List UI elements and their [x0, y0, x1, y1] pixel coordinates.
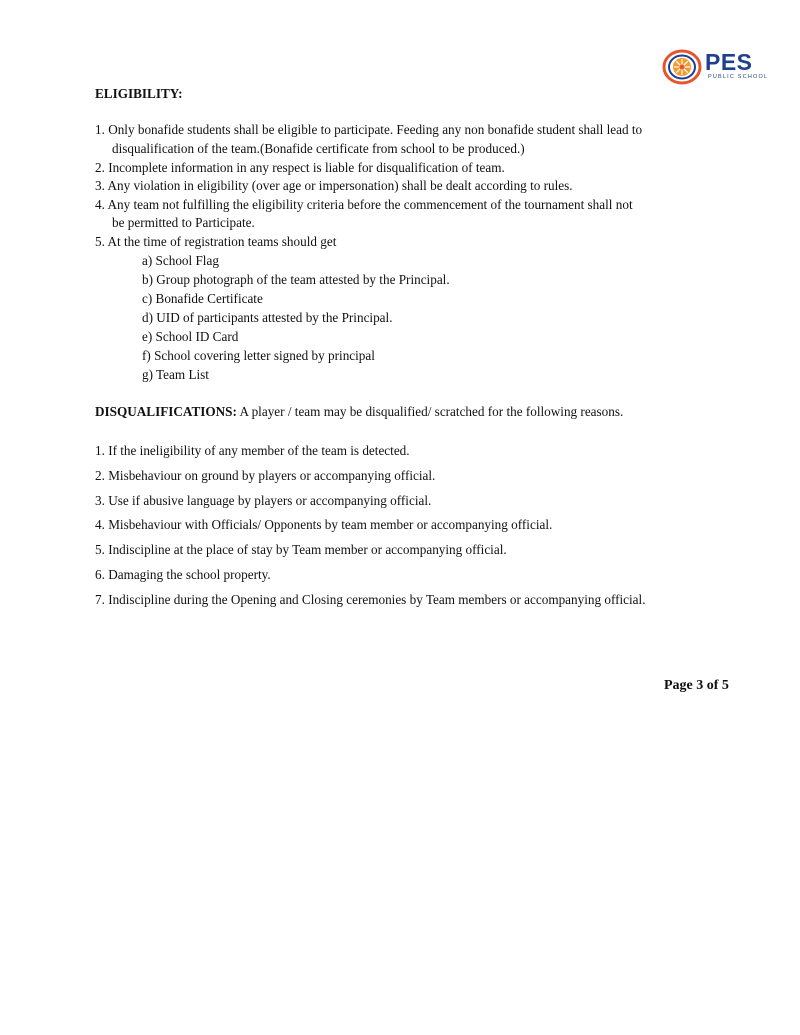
eligibility-sub-item: g) Team List [142, 367, 209, 382]
disqualifications-heading: DISQUALIFICATIONS: [95, 404, 237, 419]
eligibility-line: be permitted to Participate. [112, 215, 255, 230]
disqualification-item: 3. Use if abusive language by players or accompanying official. [95, 493, 432, 508]
eligibility-line: 4. Any team not fulfilling the eligibility criteria before the commencement of the tournament shall not [95, 197, 633, 212]
eligibility-line: 1. Only bonafide students shall be eligible to participate. Feeding any non bonafide student shall lead to [95, 122, 643, 137]
eligibility-sub-item: d) UID of participants attested by the Principal. [142, 310, 393, 325]
disqualification-item: 5. Indiscipline at the place of stay by Team member or accompanying official. [95, 542, 507, 557]
eligibility-sub-item: e) School ID Card [142, 329, 239, 344]
disqualification-item: 1. If the ineligibility of any member of the team is detected. [95, 443, 410, 458]
disqualification-item: 7. Indiscipline during the Opening and Closing ceremonies by Team members or accompanying official. [95, 592, 646, 607]
eligibility-sub-item: f) School covering letter signed by principal [142, 348, 375, 363]
eligibility-line: 5. At the time of registration teams should get [95, 234, 337, 249]
logo-brand-text: PES [705, 49, 753, 75]
disqualification-item: 4. Misbehaviour with Officials/ Opponents by team member or accompanying official. [95, 517, 553, 532]
school-logo [662, 49, 770, 85]
disqualification-item: 6. Damaging the school property. [95, 567, 271, 582]
disqualification-item: 2. Misbehaviour on ground by players or accompanying official. [95, 468, 436, 483]
page-number: Page 3 of 5 [664, 678, 729, 693]
eligibility-line: 3. Any violation in eligibility (over age or impersonation) shall be dealt according to rules. [95, 178, 573, 193]
eligibility-heading: ELIGIBILITY: [95, 86, 183, 101]
disqualifications-header [95, 404, 623, 420]
eligibility-line: disqualification of the team.(Bonafide certificate from school to be produced.) [112, 141, 525, 156]
logo-tagline: PUBLIC SCHOOL [708, 74, 769, 80]
sunburst-logo-icon [662, 49, 702, 85]
eligibility-line: 2. Incomplete information in any respect is liable for disqualification of team. [95, 160, 505, 175]
eligibility-sub-item: a) School Flag [142, 253, 219, 268]
eligibility-sub-item: c) Bonafide Certificate [142, 291, 263, 306]
disqualifications-intro: A player / team may be disqualified/ scratched for the following reasons. [236, 404, 624, 419]
eligibility-sub-item: b) Group photograph of the team attested by the Principal. [142, 272, 450, 287]
